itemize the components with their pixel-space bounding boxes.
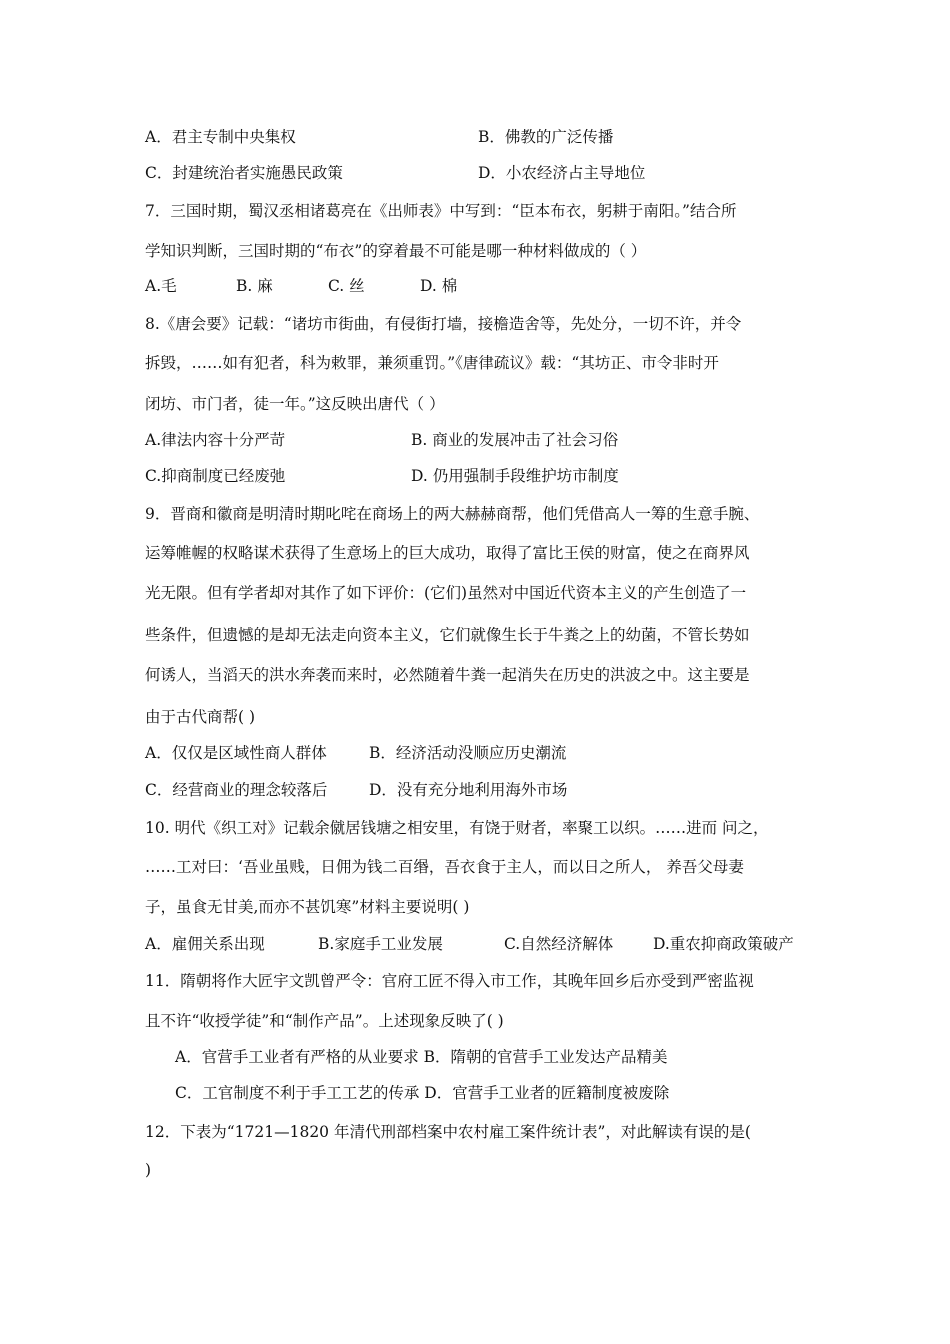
q10-option-d: D.重农抑商政策破产 [653, 935, 794, 953]
q11-options-ab: A．官营手工业者有严格的从业要求 B．隋朝的官营手工业发达产品精美 [175, 1048, 668, 1066]
q10-stem-line2: ……工对曰：‘吾业虽贱，日佣为钱二百缗，吾衣食于主人，而以日之所人， 养吾父母妻 [145, 858, 744, 876]
q8-option-a: A.律法内容十分严苛 [145, 431, 286, 449]
q11-stem-line2: 且不许“收授学徒”和“制作产品”。上述现象反映了( ) [145, 1012, 504, 1030]
q10-option-c: C.自然经济解体 [504, 935, 614, 953]
q6-option-b: B．佛教的广泛传播 [478, 128, 614, 146]
q6-option-d: D．小农经济占主导地位 [478, 164, 646, 182]
q12-stem-line1: 12．下表为“1721—1820 年清代刑部档案中农村雇工案件统计表”，对此解读有误的是( [145, 1123, 751, 1141]
q7-option-a: A.毛 [145, 277, 177, 295]
q8-option-c: C.抑商制度已经废弛 [145, 467, 286, 485]
q8-stem-line2: 拆毁，……如有犯者，科为敕罪，兼须重罚。”《唐律疏议》载：“其坊正、市令非时开 [145, 354, 719, 372]
q9-stem-line1: 9．晋商和徽商是明清时期叱咤在商场上的两大赫赫商帮，他们凭借高人一筹的生意手腕、 [145, 505, 760, 523]
q8-stem-line1: 8.《唐会要》记载：“诸坊市街曲，有侵街打墙，接檐造舍等，先处分，一切不许，并令 [145, 315, 742, 333]
q8-stem-line3: 闭坊、市门者，徒一年。”这反映出唐代（ ） [145, 395, 445, 413]
q10-stem-line1: 10. 明代《织工对》记载余僦居钱塘之相安里，有饶于财者，率聚工以织。……进而 问之， [145, 819, 769, 837]
q10-option-a: A．雇佣关系出现 [145, 935, 265, 953]
q9-stem-line6: 由于古代商帮( ) [145, 708, 256, 726]
q11-stem-line1: 11．隋朝将作大匠宇文凯曾严令：官府工匠不得入市工作，其晚年回乡后亦受到严密监视 [145, 972, 754, 990]
q6-option-c: C．封建统治者实施愚民政策 [145, 164, 343, 182]
q9-option-a: A．仅仅是区域性商人群体 [145, 744, 327, 762]
q11-options-cd: C．工官制度不利于手工工艺的传承 D．官营手工业者的匠籍制度被废除 [175, 1084, 670, 1102]
q9-stem-line5: 何诱人，当滔天的洪水奔袭而来时，必然随着牛粪一起消失在历史的洪波之中。这主要是 [145, 666, 750, 684]
q7-stem-line2: 学知识判断，三国时期的“布衣”的穿着最不可能是哪一种材料做成的（ ） [145, 242, 647, 260]
q8-option-b: B. 商业的发展冲击了社会习俗 [411, 431, 619, 449]
q9-option-c: C．经营商业的理念较落后 [145, 781, 328, 799]
q10-stem-line3: 子，虽食无甘美,而亦不甚饥寒”材料主要说明( ) [145, 898, 470, 916]
q7-stem-line1: 7．三国时期，蜀汉丞相诸葛亮在《出师表》中写到：“臣本布衣，躬耕于南阳。”结合所 [145, 202, 737, 220]
q7-option-c: C. 丝 [328, 277, 365, 295]
q12-stem-line2: ) [145, 1161, 152, 1179]
q9-stem-line4: 些条件，但遗憾的是却无法走向资本主义，它们就像生长于牛粪之上的幼菌，不管长势如 [145, 626, 750, 644]
q9-option-b: B．经济活动没顺应历史潮流 [369, 744, 567, 762]
q9-stem-line2: 运筹帷幄的权略谋术获得了生意场上的巨大成功，取得了富比王侯的财富，使之在商界风 [145, 544, 750, 562]
q8-option-d: D. 仍用强制手段维护坊市制度 [411, 467, 619, 485]
q9-option-d: D．没有充分地利用海外市场 [369, 781, 568, 799]
q7-option-b: B. 麻 [236, 277, 273, 295]
q9-stem-line3: 光无限。但有学者却对其作了如下评价：(它们)虽然对中国近代资本主义的产生创造了一 [145, 584, 747, 602]
q10-option-b: B.家庭手工业发展 [318, 935, 443, 953]
q6-option-a: A．君主专制中央集权 [145, 128, 296, 146]
q7-option-d: D. 棉 [420, 277, 458, 295]
